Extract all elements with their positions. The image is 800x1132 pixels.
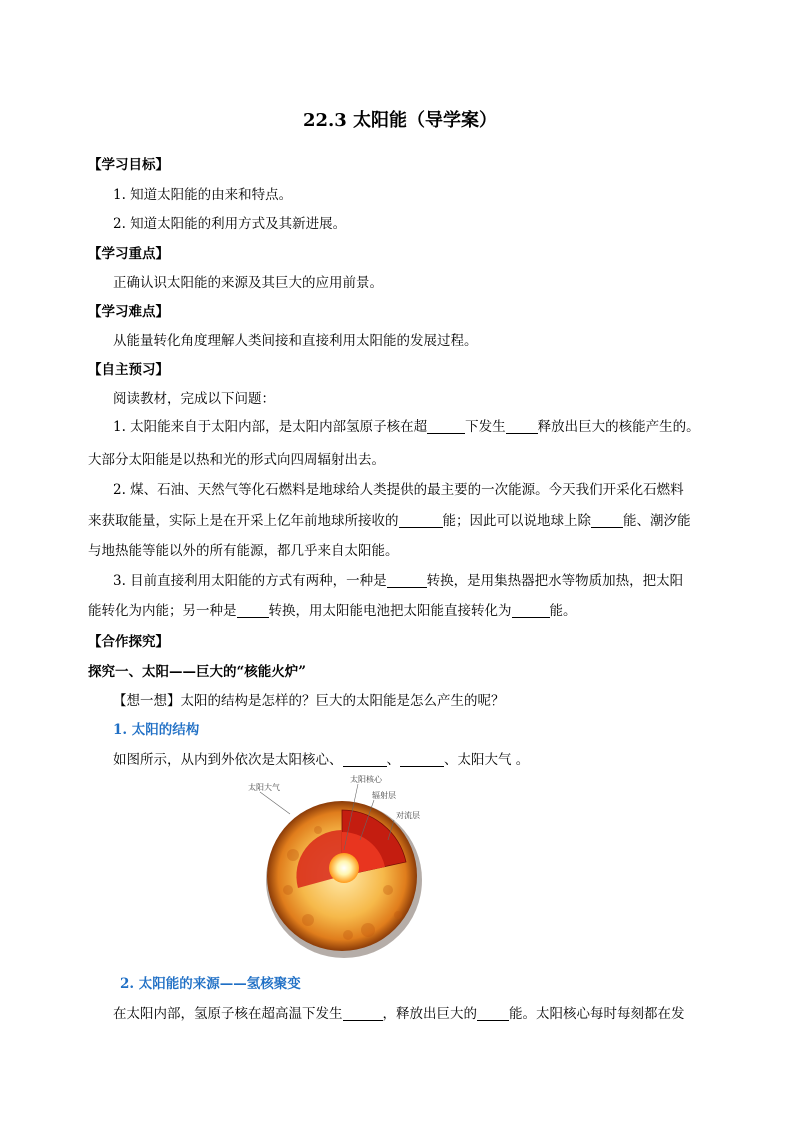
question-1-line-2: 大部分太阳能是以热和光的形式向四周辐射出去。	[88, 452, 385, 468]
explore-1-title: 探究一、太阳——巨大的“核能火炉”	[88, 664, 307, 680]
subsection-sun-structure: 1. 太阳的结构	[113, 722, 200, 738]
question-3-line-2: 能转化为内能；另一种是 转换，用太阳能电池把太阳能直接转化为 能。	[88, 603, 577, 619]
cooperation-heading: 【合作探究】	[88, 634, 169, 650]
objectives-heading: 【学习目标】	[88, 157, 169, 173]
answer-blank[interactable]	[477, 1006, 509, 1021]
answer-blank[interactable]	[343, 1006, 383, 1021]
question-1-line-1: 1. 太阳能来自于太阳内部，是太阳内部氢原子核在超 下发生 释放出巨大的核能产生的。	[113, 419, 700, 435]
difficulties-text: 从能量转化角度理解人类间接和直接利用太阳能的发展过程。	[113, 333, 478, 349]
key-points-heading: 【学习重点】	[88, 246, 169, 262]
objective-item: 2. 知道太阳能的利用方式及其新进展。	[113, 216, 347, 232]
answer-blank[interactable]	[591, 513, 623, 528]
label-convection: 对流层	[396, 811, 420, 820]
answer-blank[interactable]	[399, 513, 443, 528]
answer-blank[interactable]	[512, 603, 550, 618]
source-question: 在太阳内部，氢原子核在超高温下发生 ，释放出巨大的 能。太阳核心每时每刻都在发	[113, 1006, 685, 1022]
preview-intro: 阅读教材，完成以下问题：	[113, 391, 275, 407]
sun-core	[329, 853, 359, 883]
answer-blank[interactable]	[427, 419, 465, 434]
label-atmosphere: 太阳大气	[248, 783, 280, 792]
structure-question: 如图所示，从内到外依次是太阳核心、 、 、太阳大气 。	[113, 752, 530, 768]
label-core: 太阳核心	[350, 775, 382, 784]
label-radiation: 辐射层	[372, 791, 396, 800]
question-2-line-2: 来获取能量，实际上是在开采上亿年前地球所接收的 能；因此可以说地球上除 能、潮汐能	[88, 513, 691, 529]
difficulties-heading: 【学习难点】	[88, 304, 169, 320]
sun-structure-svg	[248, 770, 424, 960]
answer-blank[interactable]	[506, 419, 538, 434]
page-title: 22.3 太阳能（导学案）	[302, 110, 498, 131]
question-3-line-1: 3. 目前直接利用太阳能的方式有两种，一种是 转换，是用集热器把水等物质加热，把太阳	[113, 573, 684, 589]
answer-blank[interactable]	[343, 752, 387, 767]
question-2-line-1: 2. 煤、石油、天然气等化石燃料是地球给人类提供的最主要的一次能源。今天我们开采化石燃料	[113, 482, 684, 498]
answer-blank[interactable]	[237, 603, 269, 618]
key-points-text: 正确认识太阳能的来源及其巨大的应用前景。	[113, 275, 383, 291]
answer-blank[interactable]	[387, 573, 427, 588]
answer-blank[interactable]	[400, 752, 444, 767]
preview-heading: 【自主预习】	[88, 362, 169, 378]
think-prompt: 【想一想】太阳的结构是怎样的？巨大的太阳能是怎么产生的呢？	[113, 693, 505, 709]
subsection-energy-source: 2. 太阳能的来源——氢核聚变	[120, 976, 301, 992]
question-2-line-3: 与地热能等能以外的所有能源，都几乎来自太阳能。	[88, 543, 399, 559]
objective-item: 1. 知道太阳能的由来和特点。	[113, 187, 293, 203]
sun-structure-figure	[248, 770, 424, 960]
